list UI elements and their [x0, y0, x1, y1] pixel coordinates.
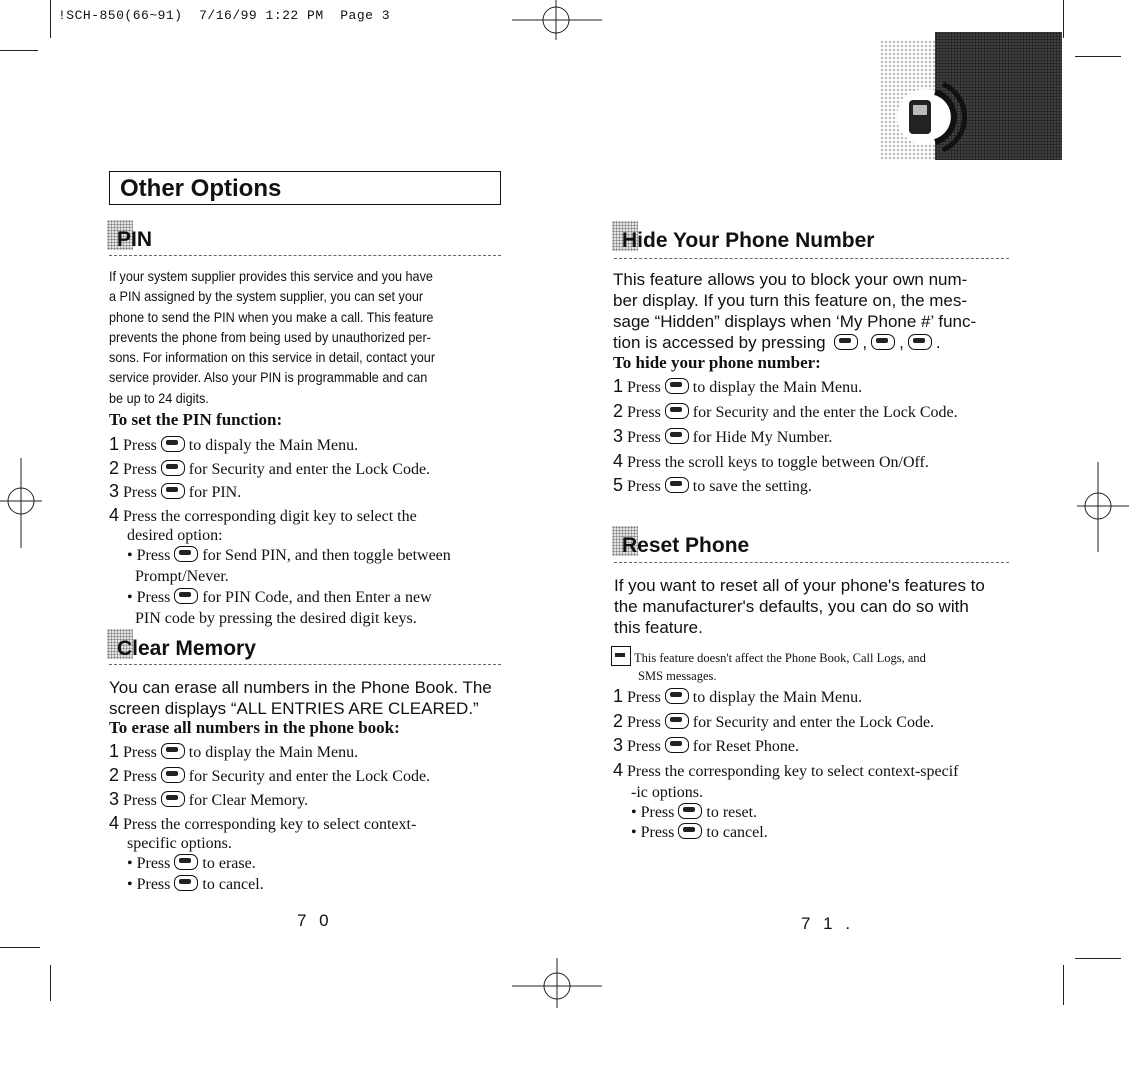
pin-bullet-2-cont: PIN code by pressing the desired digit keys. [135, 610, 417, 627]
heading-rule [614, 562, 1009, 563]
clear-step-2: 2 Press for Security and enter the Lock Code. [109, 765, 431, 785]
reset-step-4-cont: -ic options. [631, 784, 703, 801]
key-8-icon [665, 713, 689, 729]
hide-step-5: 5 Press to save the setting. [613, 475, 812, 495]
section-title: Other Options [109, 171, 501, 205]
key-4-icon [908, 334, 932, 350]
reset-bullet-2: • Press to cancel. [631, 824, 768, 841]
reset-step-4: 4 Press the corresponding key to select context-specif [613, 760, 959, 780]
reset-step-2: 2 Press for Security and enter the Lock Code. [613, 711, 935, 731]
hide-number-heading: Hide Your Phone Number [622, 229, 875, 252]
clear-step-4-cont: specific options. [127, 835, 232, 852]
hide-step-2: 2 Press for Security and the enter the Lock Code. [613, 401, 958, 421]
body-line: phone to send the PIN when you make a call. This feature [109, 309, 434, 325]
heading-rule [109, 664, 501, 665]
ok-key-icon [665, 477, 689, 493]
key-8-icon [665, 403, 689, 419]
note-icon [611, 646, 631, 666]
clr-key-icon [174, 875, 198, 891]
pin-bullet-1-cont: Prompt/Never. [135, 568, 229, 585]
reset-bullet-1: • Press to reset. [631, 804, 758, 821]
registration-mark-icon [1077, 462, 1129, 552]
body-line: prevents the phone from being used by unauthorized per- [109, 329, 431, 345]
reset-step-3: 3 Press for Reset Phone. [613, 735, 799, 755]
menu-key-icon [834, 334, 858, 350]
body-line: You can erase all numbers in the Phone Book. The [109, 678, 492, 697]
registration-mark-icon [512, 958, 602, 1008]
clear-step-1: 1 Press to display the Main Menu. [109, 741, 359, 761]
key-8-icon [161, 767, 185, 783]
body-line: this feature. [614, 618, 703, 637]
registration-mark-icon [512, 0, 602, 40]
registration-mark-icon [0, 458, 42, 548]
key-8-icon [161, 460, 185, 476]
body-line: This feature allows you to block your own num- [613, 270, 968, 289]
hide-step-4: 4 Press the scroll keys to toggle between On/Off. [613, 451, 929, 471]
body-line: tion is accessed by pressing , , . [613, 333, 941, 352]
body-line: a PIN assigned by the system supplier, you can set your [109, 289, 424, 305]
pin-bullet-1: • Press for Send PIN, and then toggle between [127, 547, 451, 564]
pin-step-2: 2 Press for Security and enter the Lock Code. [109, 458, 431, 478]
menu-key-icon [161, 436, 185, 452]
heading-rule [614, 258, 1009, 259]
clear-memory-body [109, 677, 492, 719]
body-line: ber display. If you turn this feature on, the mes- [613, 291, 968, 310]
crop-mark [50, 965, 51, 1001]
key-8-icon [665, 737, 689, 753]
body-line: sage “Hidden” displays when ‘My Phone #’ func- [613, 312, 977, 331]
clear-step-4: 4 Press the corresponding key to select context- [109, 813, 417, 833]
reset-phone-body [614, 575, 985, 638]
hide-number-subheading: To hide your phone number: [613, 353, 821, 372]
crop-mark [0, 947, 40, 948]
crop-mark [1075, 958, 1121, 959]
hide-step-3: 3 Press for Hide My Number. [613, 426, 833, 446]
hide-step-1: 1 Press to display the Main Menu. [613, 376, 863, 396]
ok-key-icon [678, 803, 702, 819]
reset-phone-heading: Reset Phone [622, 534, 750, 557]
key-1-icon [174, 546, 198, 562]
body-line: screen displays “ALL ENTRIES ARE CLEARED.” [109, 699, 479, 718]
key-5-icon [161, 483, 185, 499]
page-number-right: 7 1 . [801, 914, 855, 933]
clear-bullet-2: • Press to cancel. [127, 876, 264, 893]
pin-heading: PIN [117, 228, 153, 251]
ok-key-icon [174, 854, 198, 870]
body-line: service provider. Also your PIN is programmable and can [109, 370, 428, 386]
body-line: be up to 24 digits. [109, 390, 209, 406]
crop-mark [1075, 56, 1121, 57]
clear-memory-heading: Clear Memory [117, 637, 256, 660]
key-8-icon [871, 334, 895, 350]
pin-body [109, 267, 435, 409]
pin-subheading: To set the PIN function: [109, 410, 283, 429]
pin-step-4: 4 Press the corresponding digit key to select the [109, 505, 417, 525]
key-6-icon [161, 791, 185, 807]
menu-key-icon [665, 688, 689, 704]
reset-step-1: 1 Press to display the Main Menu. [613, 686, 863, 706]
crop-mark [50, 0, 51, 38]
pin-step-3: 3 Press for PIN. [109, 481, 242, 501]
body-line: sons. For information on this service in detail, contact your [109, 350, 436, 366]
crop-mark [1063, 965, 1064, 1005]
menu-key-icon [665, 378, 689, 394]
body-line: the manufacturer's defaults, you can do so with [614, 597, 969, 616]
clr-key-icon [678, 823, 702, 839]
body-line: If your system supplier provides this service and you have [109, 269, 433, 284]
heading-rule [109, 255, 501, 256]
key-7-icon [665, 428, 689, 444]
clear-memory-subheading: To erase all numbers in the phone book: [109, 718, 400, 737]
phone-signal-icon [895, 72, 975, 162]
crop-mark [0, 50, 38, 51]
hide-number-body [613, 269, 976, 353]
pin-step-1: 1 Press to dispaly the Main Menu. [109, 434, 359, 454]
menu-key-icon [161, 743, 185, 759]
pin-step-4-cont: desired option: [127, 527, 223, 544]
body-line: If you want to reset all of your phone's features to [614, 576, 985, 595]
clear-bullet-1: • Press to erase. [127, 855, 256, 872]
print-header: !SCH-850(66~91) 7/16/99 1:22 PM Page 3 [58, 8, 391, 23]
clear-step-3: 3 Press for Clear Memory. [109, 789, 309, 809]
reset-note: This feature doesn't affect the Phone Book, Call Logs, and SMS messages. [611, 646, 926, 685]
pin-bullet-2: • Press for PIN Code, and then Enter a new [127, 589, 432, 606]
page-number-left: 7 0 [297, 911, 333, 930]
key-2-icon [174, 588, 198, 604]
crop-mark [1063, 0, 1064, 38]
